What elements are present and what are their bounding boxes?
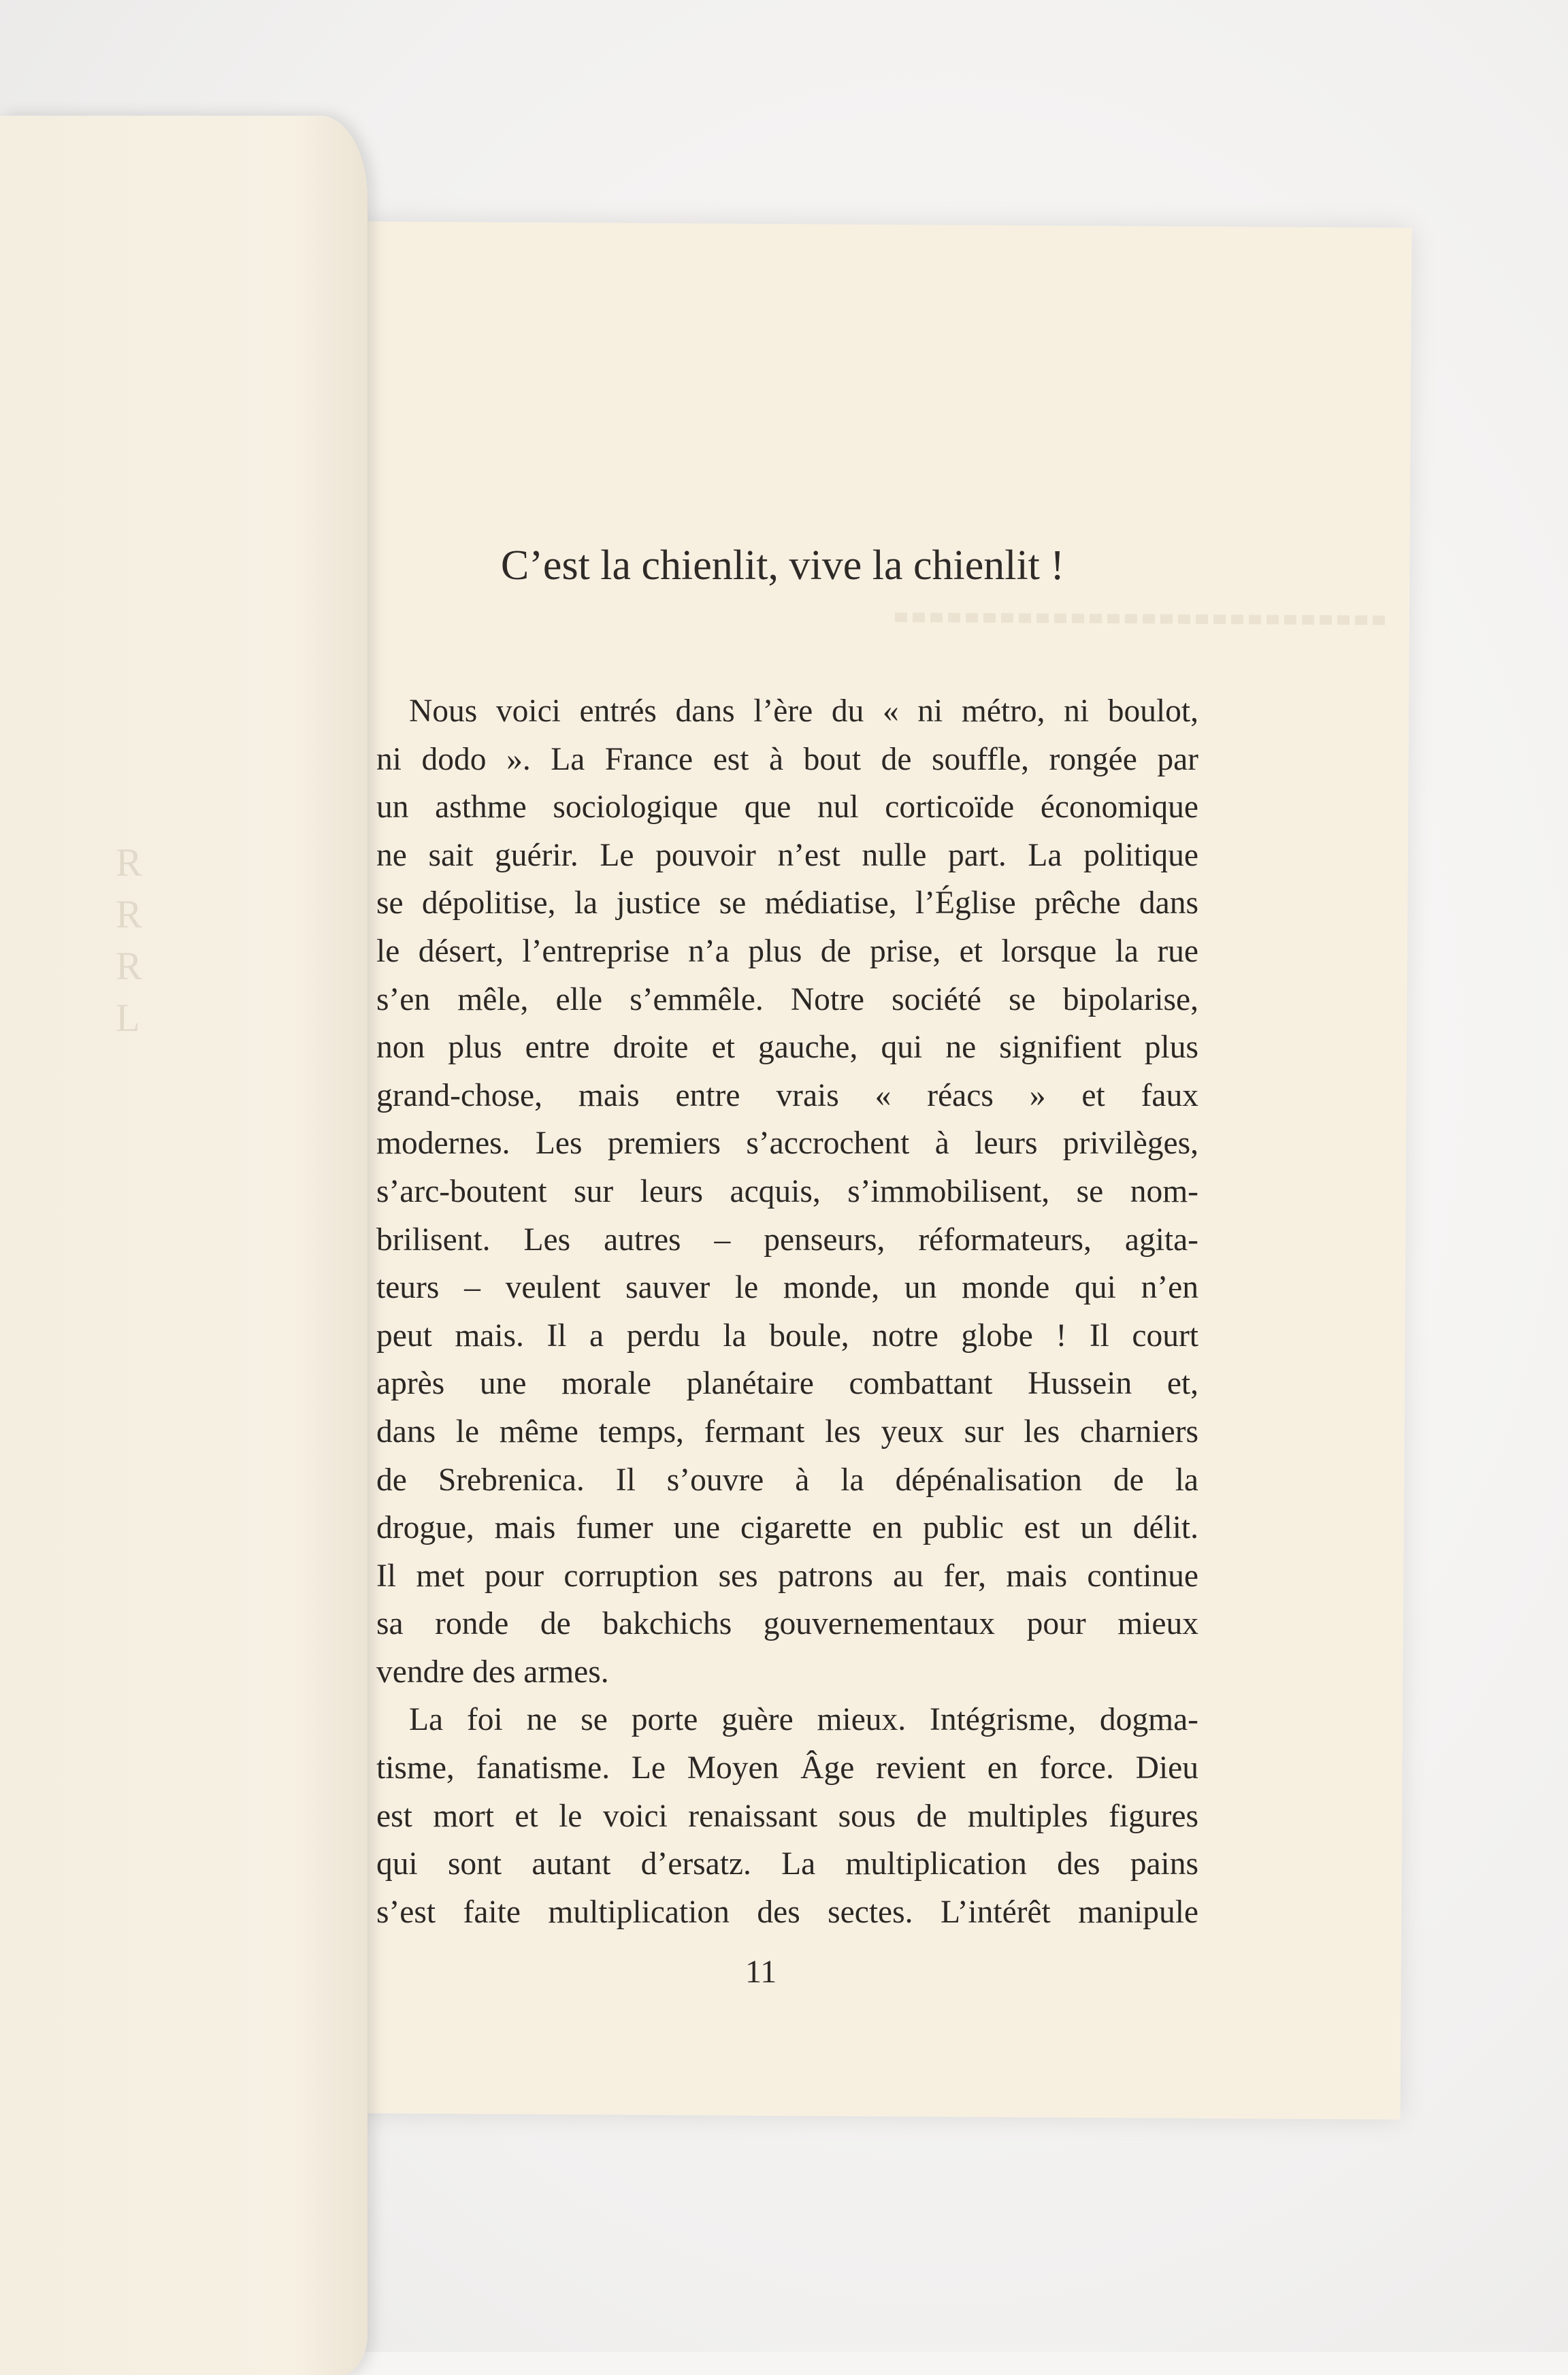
- text-line: un asthme sociologique que nul corticoïde économique: [376, 789, 1198, 825]
- page-number: 11: [745, 1954, 777, 1990]
- text-line: s’en mêle, elle s’emmêle. Notre société se bipolarise,: [376, 981, 1198, 1017]
- text-line: ni dodo ». La France est à bout de souffle, rongée par: [376, 741, 1198, 777]
- show-through-text: R R R L: [116, 840, 145, 1040]
- text-line: ne sait guérir. Le pouvoir n’est nulle part. La politique: [376, 837, 1198, 873]
- text-line: après une morale planétaire combattant Hussein et,: [376, 1366, 1198, 1402]
- text-line: sa ronde de bakchichs gouvernementaux pour mieux: [376, 1606, 1198, 1642]
- chapter-body: [376, 687, 1198, 1936]
- text-line: teurs – veulent sauver le monde, un monde qui n’en: [376, 1270, 1198, 1306]
- text-line: peut mais. Il a perdu la boule, notre globe ! Il court: [376, 1317, 1198, 1354]
- text-line: se dépolitise, la justice se médiatise, l’Église prêche dans: [376, 885, 1198, 921]
- text-line: grand-chose, mais entre vrais « réacs » et faux: [376, 1077, 1198, 1113]
- text-line: La foi ne se porte guère mieux. Intégrisme, dogma-: [409, 1702, 1198, 1738]
- text-line: drogue, mais fumer une cigarette en public est un délit.: [376, 1510, 1198, 1546]
- text-line: non plus entre droite et gauche, qui ne signifient plus: [376, 1030, 1198, 1066]
- text-line: Il met pour corruption ses patrons au fer, mais continue: [376, 1558, 1198, 1594]
- text-line: de Srebrenica. Il s’ouvre à la dépénalisation de la: [376, 1462, 1198, 1498]
- text-line: le désert, l’entreprise n’a plus de prise, et lorsque la rue: [376, 933, 1198, 969]
- chapter-title: C’est la chienlit, vive la chienlit !: [500, 542, 1065, 589]
- text-line: s’arc-boutent sur leurs acquis, s’immobilisent, se nom-: [376, 1173, 1198, 1209]
- text-line: tisme, fanatisme. Le Moyen Âge revient en force. Dieu: [376, 1750, 1198, 1786]
- text-line: brilisent. Les autres – penseurs, réformateurs, agita-: [376, 1222, 1198, 1258]
- text-line: qui sont autant d’ersatz. La multiplication des pains: [376, 1846, 1198, 1882]
- text-line: s’est faite multiplication des sectes. L’intérêt manipule: [376, 1894, 1198, 1930]
- text-line: dans le même temps, fermant les yeux sur les charniers: [376, 1413, 1198, 1449]
- text-line: vendre des armes.: [376, 1654, 609, 1690]
- text-line: Nous voici entrés dans l’ère du « ni métro, ni boulot,: [409, 693, 1198, 729]
- text-line: modernes. Les premiers s’accrochent à leurs privilèges,: [376, 1126, 1198, 1162]
- text-line: est mort et le voici renaissant sous de multiples figures: [376, 1798, 1198, 1834]
